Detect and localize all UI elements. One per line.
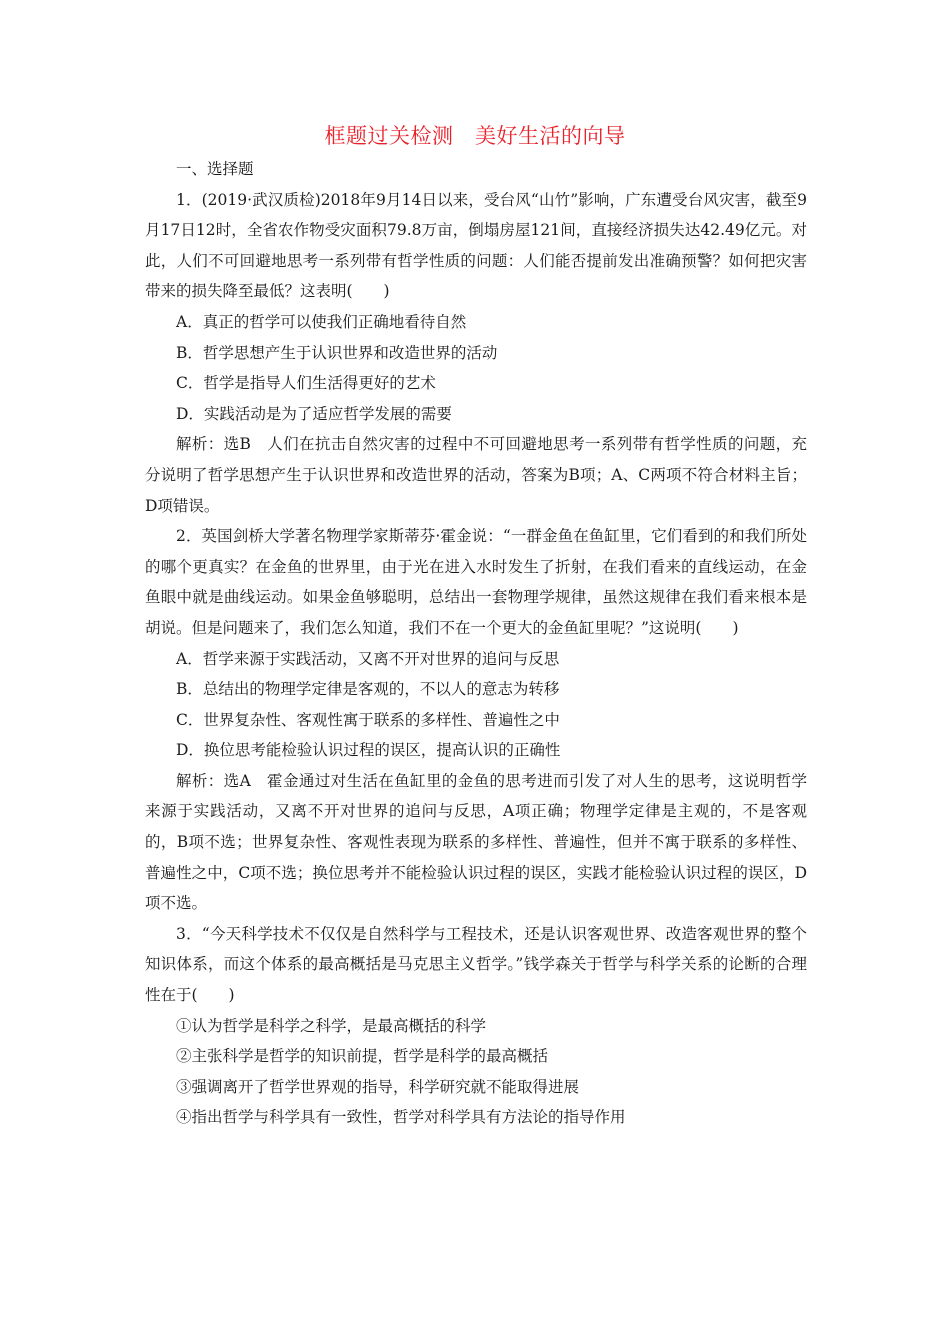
question-1-option-d: D．实践活动是为了适应哲学发展的需要 [176, 404, 452, 423]
question-1-option-a: A．真正的哲学可以使我们正确地看待自然 [176, 312, 467, 331]
question-3-statement-1: ①认为哲学是科学之科学，是最高概括的科学 [176, 1016, 487, 1035]
question-3-stem: 3．“今天科学技术不仅仅是自然科学与工程技术，还是认识客观世界、改造客观世界的整个知识体系，而这个体系的最高概括是马克思主义哲学。”钱学森关于哲学与科学关系的论断的合理性在于( ) [145, 924, 807, 1005]
question-2-option-d: D．换位思考能检验认识过程的误区，提高认识的正确性 [176, 741, 561, 760]
question-1-option-c: C．哲学是指导人们生活得更好的艺术 [176, 374, 436, 393]
question-2-option-c: C．世界复杂性、客观性寓于联系的多样性、普遍性之中 [176, 710, 560, 729]
question-3-statement-2: ②主张科学是哲学的知识前提，哲学是科学的最高概括 [176, 1047, 549, 1066]
question-3-statement-4: ④指出哲学与科学具有一致性，哲学对科学具有方法论的指导作用 [176, 1108, 626, 1127]
question-2-stem: 2．英国剑桥大学著名物理学家斯蒂芬·霍金说：“一群金鱼在鱼缸里，它们看到的和我们所处的哪个更真实？在金鱼的世界里，由于光在进入水时发生了折射，在我们看来的直线运动，在金鱼眼中就是曲线运动。如果金鱼够聪明，总结出一套物理学规律，虽然这规律在我们看来根本是胡说。但是问题来了，我们怎么知道，我们不在一个更大的金鱼缸里呢？”这说明( ) [145, 527, 807, 637]
question-2-option-a: A．哲学来源于实践活动，又离不开对世界的追问与反思 [176, 649, 560, 668]
question-3-statement-3: ③强调离开了哲学世界观的指导，科学研究就不能取得进展 [176, 1077, 580, 1096]
document-body [145, 154, 807, 1133]
question-2-option-b: B．总结出的物理学定律是客观的，不以人的意志为转移 [176, 680, 560, 699]
question-1-analysis: 解析：选B 人们在抗击自然灾害的过程中不可回避地思考一系列带有哲学性质的问题，充分说明了哲学思想产生于认识世界和改造世界的活动，答案为B项；A、C两项不符合材料主旨；D项错误。 [145, 435, 807, 515]
question-1-option-b: B．哲学思想产生于认识世界和改造世界的活动 [176, 343, 498, 362]
question-1-stem: 1．(2019·武汉质检)2018年9月14日以来，受台风“山竹”影响，广东遭受台风灾害，截至9月17日12时，全省农作物受灾面积79.8万亩，倒塌房屋121间，直接经济损失达42.49亿元。对此，人们不可回避地思考一系列带有哲学性质的问题：人们能否提前发出准确预警？如何把灾害带来的损失降至最低？这表明( ) [145, 190, 807, 301]
question-2-analysis: 解析：选A 霍金通过对生活在鱼缸里的金鱼的思考进而引发了对人生的思考，这说明哲学来源于实践活动，又离不开对世界的追问与反思，A项正确；物理学定律是主观的，不是客观的，B项不选；世界复杂性、客观性表现为联系的多样性、普遍性，但并不寓于联系的多样性、普遍性之中，C项不选；换位思考并不能检验认识过程的误区，实践才能检验认识过程的误区，D项不选。 [145, 771, 807, 913]
page-title: 框题过关检测 美好生活的向导 [324, 124, 626, 148]
section-heading: 一、选择题 [176, 160, 254, 178]
